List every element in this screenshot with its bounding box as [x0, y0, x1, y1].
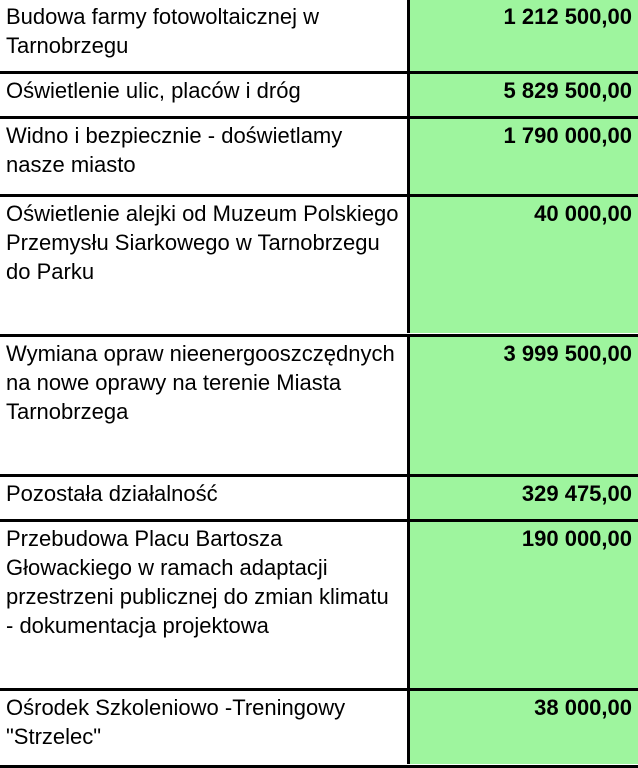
row-description: Pozostała działalność [0, 477, 410, 519]
row-amount: 329 475,00 [410, 477, 638, 519]
row-description: Widno i bezpiecznie - doświetlamy nasze miasto [0, 119, 410, 194]
row-amount: 190 000,00 [410, 522, 638, 688]
row-amount: 38 000,00 [410, 691, 638, 764]
table-row [0, 477, 638, 519]
row-amount: 1 790 000,00 [410, 119, 638, 194]
row-description: Oświetlenie alejki od Muzeum Polskiego Przemysłu Siarkowego w Tarnobrzegu do Parku [0, 197, 410, 333]
table-row [0, 119, 638, 194]
row-description: Przebudowa Placu Bartosza Głowackiego w ramach adaptacji przestrzeni publicznej do zmian klimatu - dokumentacja projektowa [0, 522, 410, 688]
row-description: Oświetlenie ulic, placów i dróg [0, 74, 410, 116]
row-amount: 5 829 500,00 [410, 74, 638, 116]
row-description: Ośrodek Szkoleniowo -Treningowy "Strzelec" [0, 691, 410, 764]
table-row [0, 0, 638, 72]
table-row [0, 337, 638, 474]
row-amount: 3 999 500,00 [410, 337, 638, 474]
row-amount: 40 000,00 [410, 197, 638, 333]
table-row [0, 74, 638, 116]
row-description: Wymiana opraw nieenergooszczędnych na nowe oprawy na terenie Miasta Tarnobrzega [0, 337, 410, 474]
table-row [0, 522, 638, 688]
row-description: Budowa farmy fotowoltaicznej w Tarnobrzegu [0, 0, 410, 72]
table-row [0, 197, 638, 333]
table-row [0, 691, 638, 764]
row-amount: 1 212 500,00 [410, 0, 638, 72]
